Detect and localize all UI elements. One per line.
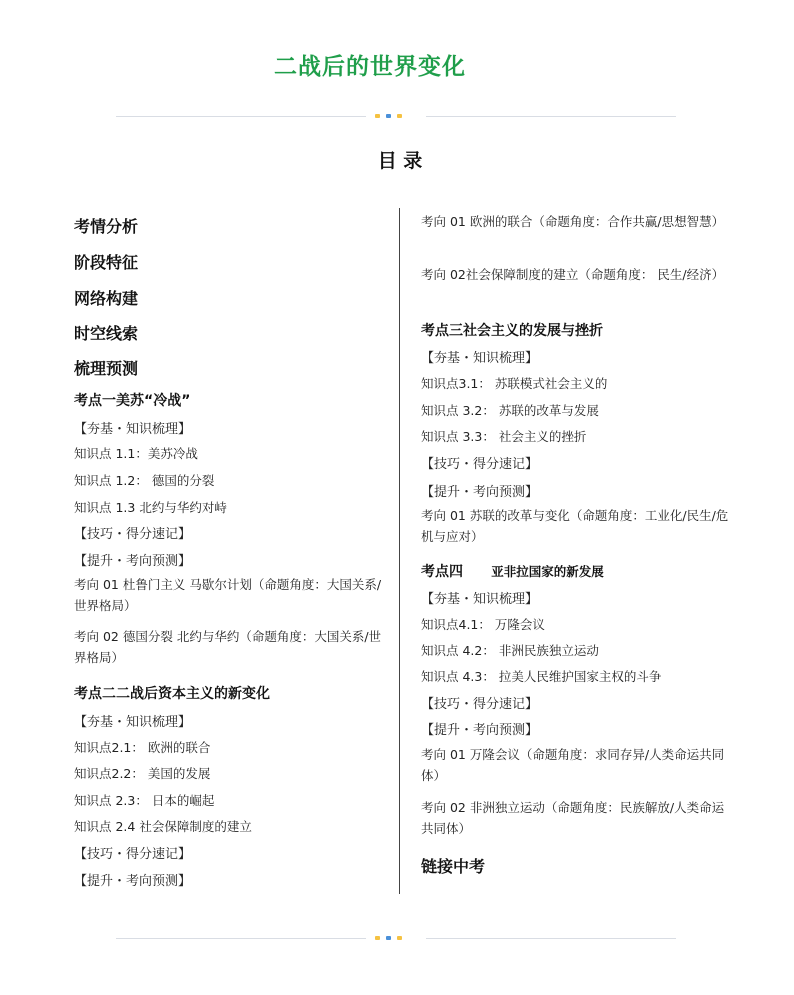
- topic3-tag-skill[interactable]: 【技巧・得分速记】: [421, 457, 539, 472]
- top-divider: [116, 112, 676, 120]
- topic4-point-3[interactable]: 知识点 4.3： 拉美人民维护国家主权的斗争: [421, 669, 662, 684]
- topic4-point-2[interactable]: 知识点 4.2： 非洲民族独立运动: [421, 643, 599, 658]
- topic2-point-1[interactable]: 知识点2.1： 欧洲的联合: [74, 740, 211, 755]
- column-separator: [399, 208, 400, 894]
- topic1-point-1[interactable]: 知识点 1.1：美苏冷战: [74, 446, 198, 461]
- topic2-point-2[interactable]: 知识点2.2： 美国的发展: [74, 766, 211, 781]
- topic1-direction-1[interactable]: 考向 01 杜鲁门主义 马歇尔计划（命题角度：大国关系/世界格局）: [74, 577, 382, 613]
- topic3-point-3[interactable]: 知识点 3.3： 社会主义的挫折: [421, 429, 587, 444]
- topic4-heading-title: 亚非拉国家的新发展: [491, 564, 604, 579]
- topic1-tag-skill[interactable]: 【技巧・得分速记】: [74, 527, 192, 542]
- toc-section-features[interactable]: 阶段特征: [74, 253, 139, 272]
- topic4-tag-forecast[interactable]: 【提升・考向预测】: [421, 723, 539, 738]
- topic2-heading[interactable]: 考点二二战后资本主义的新变化: [74, 686, 270, 702]
- topic2-direction-1[interactable]: 考向 01 欧洲的联合（命题角度：合作共赢/思想智慧）: [421, 214, 725, 229]
- topic2-tag-forecast[interactable]: 【提升・考向预测】: [74, 874, 192, 889]
- topic1-tag-base[interactable]: 【夯基・知识梳理】: [74, 422, 192, 437]
- topic1-point-3[interactable]: 知识点 1.3 北约与华约对峙: [74, 500, 227, 515]
- topic1-heading[interactable]: 考点一美苏“冷战”: [74, 393, 191, 409]
- topic2-direction-2[interactable]: 考向 02社会保障制度的建立（命题角度： 民生/经济）: [421, 267, 725, 282]
- topic3-heading[interactable]: 考点三社会主义的发展与挫折: [421, 323, 603, 339]
- topic2-tag-skill[interactable]: 【技巧・得分速记】: [74, 847, 192, 862]
- topic3-point-1[interactable]: 知识点3.1： 苏联模式社会主义的: [421, 376, 608, 391]
- divider-dots-icon: [373, 934, 419, 942]
- topic2-point-4[interactable]: 知识点 2.4 社会保障制度的建立: [74, 819, 252, 834]
- topic4-tag-skill[interactable]: 【技巧・得分速记】: [421, 697, 539, 712]
- topic4-tag-base[interactable]: 【夯基・知识梳理】: [421, 592, 539, 607]
- toc-section-analysis[interactable]: 考情分析: [74, 217, 139, 236]
- topic1-point-2[interactable]: 知识点 1.2： 德国的分裂: [74, 473, 215, 488]
- toc-section-network[interactable]: 网络构建: [74, 289, 139, 308]
- topic1-tag-forecast[interactable]: 【提升・考向预测】: [74, 554, 192, 569]
- topic3-point-2[interactable]: 知识点 3.2： 苏联的改革与发展: [421, 403, 599, 418]
- toc-heading: 目 录: [377, 150, 423, 172]
- topic3-tag-base[interactable]: 【夯基・知识梳理】: [421, 351, 539, 366]
- divider-dots-icon: [373, 112, 419, 120]
- topic4-direction-2[interactable]: 考向 02 非洲独立运动（命题角度：民族解放/人类命运共同体）: [421, 800, 725, 836]
- topic4-direction-1[interactable]: 考向 01 万隆会议（命题角度：求同存异/人类命运共同体）: [421, 747, 725, 783]
- document-title: 二战后的世界变化: [274, 54, 466, 80]
- topic3-direction-1[interactable]: 考向 01 苏联的改革与变化（命题角度：工业化/民生/危机与应对）: [421, 508, 729, 544]
- bottom-divider: [116, 934, 676, 942]
- topic4-point-1[interactable]: 知识点4.1： 万隆会议: [421, 617, 545, 632]
- topic2-point-3[interactable]: 知识点 2.3： 日本的崛起: [74, 793, 215, 808]
- toc-section-exam-link[interactable]: 链接中考: [421, 857, 486, 876]
- topic3-tag-forecast[interactable]: 【提升・考向预测】: [421, 485, 539, 500]
- topic2-tag-base[interactable]: 【夯基・知识梳理】: [74, 715, 192, 730]
- topic4-heading-number: 考点四: [421, 564, 463, 580]
- topic1-direction-2[interactable]: 考向 02 德国分裂 北约与华约（命题角度：大国关系/世界格局）: [74, 629, 382, 665]
- topic4-heading[interactable]: [421, 561, 604, 581]
- toc-section-forecast[interactable]: 梳理预测: [74, 359, 139, 378]
- toc-section-timeline[interactable]: 时空线索: [74, 324, 139, 343]
